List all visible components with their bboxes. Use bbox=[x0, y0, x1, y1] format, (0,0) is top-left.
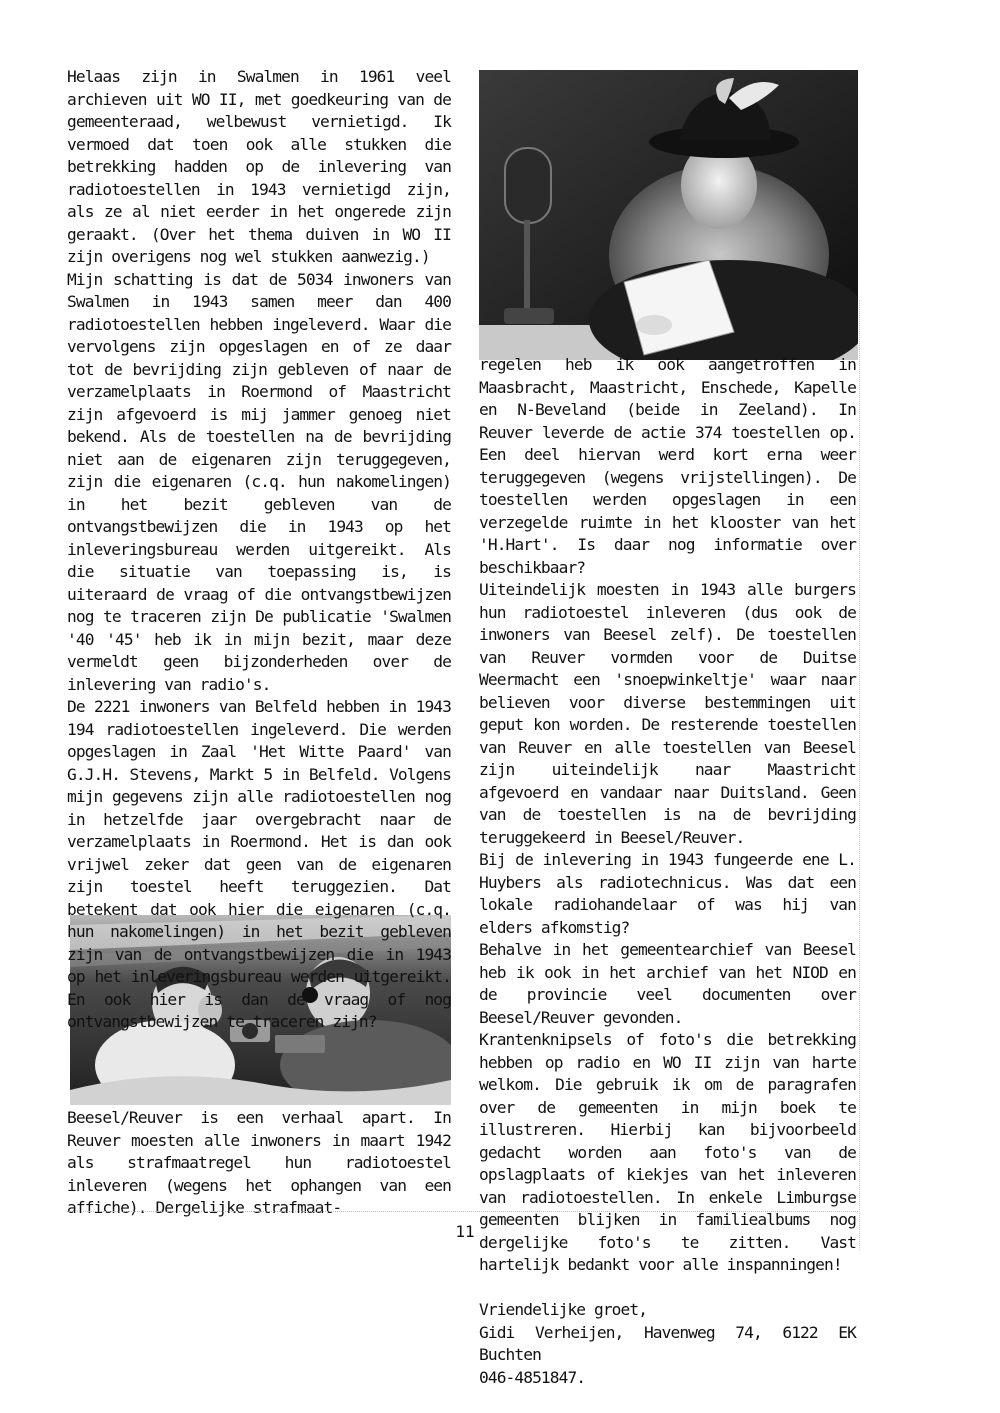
signoff-greeting: Vriendelijke groet, bbox=[479, 1300, 648, 1319]
signoff-author: Gidi Verheijen, Havenweg 74, 6122 EK Buchten bbox=[479, 1322, 856, 1364]
paragraph: Behalve in het gemeentearchief van Beesel heb ik ook in het archief van het NIOD en de provincie veel documenten over Beesel/Reuver gevonden. bbox=[479, 940, 856, 1027]
left-column-top bbox=[67, 66, 451, 1034]
paragraph: Bij de inlevering in 1943 fungeerde ene L. Huybers als radiotechnicus. Was dat een lokale radiohandelaar of was hij van elders afkomstig? bbox=[479, 850, 856, 937]
paragraph: Uiteindelijk moesten in 1943 alle burgers hun radiotoestel inleveren (dus ook de inwoners van Beesel zelf). De toestellen van Reuver vormden voor de Duitse Weermacht een 'snoepwinkeltje' waar naar believen voor diverse bestemmingen uit geput kon worden. De resterende toestellen van Reuver en alle toestellen van Beesel zijn uiteindelijk naar Maastricht afgevoerd en vandaar naar Duitsland. Geen van de toestellen is na de bevrijding teruggekeerd in Beesel/Reuver. bbox=[479, 580, 856, 847]
page-number: 11 bbox=[455, 1222, 475, 1241]
paragraph: regelen heb ik ook aangetroffen in Maasbracht, Maastricht, Enschede, Kapelle en N-Beveland (beide in Zeeland). In Reuver leverde de actie 374 toestellen op. Een deel hiervan werd kort erna weer teruggegeven (wegens vrijstellingen). De toestellen werden opgeslagen in een verzegelde ruimte in het klooster van het 'H.Hart'. Is daar nog informatie over beschikbaar? bbox=[479, 355, 856, 577]
paragraph: Beesel/Reuver is een verhaal apart. In Reuver moesten alle inwoners in maart 1942 als strafmaatregel hun radiotoestel inleveren (wegens het ophangen van een affiche). Dergelijke strafmaat- bbox=[67, 1108, 451, 1217]
paragraph: De 2221 inwoners van Belfeld hebben in 1943 194 radiotoestellen ingeleverd. Die werden opgeslagen in Zaal 'Het Witte Paard' van G.J.H. Stevens, Markt 5 in Belfeld. Volgens mijn gegevens zijn alle radiotoestellen nog in hetzelfde jaar overgebracht naar de verzamelplaats in Roermond. Het is dan ook vrijwel zeker dat geen van de eigenaren zijn toestel heeft teruggezien. Dat betekent dat ook hier die eigenaren (c.q. hun nakomelingen) in het bezit gebleven zijn van de ontvangstbewijzen die in 1943 op het inleveringsbureau werden uitgereikt. En ook hier is dan de vraag of nog ontvangstbewijzen te traceren zijn? bbox=[67, 697, 451, 1031]
left-column-bottom bbox=[67, 1107, 451, 1220]
paragraph: Krantenknipsels of foto's die betrekking hebben op radio en WO II zijn van harte welkom. Die gebruik ik om de paragrafen over de gemeenten in mijn boek te illustreren. Hierbij kan bijvoorbeeld gedacht worden aan foto's van de opslagplaats of kiekjes van het inleveren van radiotoestellen. In enkele Limburgse gemeenten blijken in familiealbums nog dergelijke foto's te zitten. Vast hartelijk bedankt voor alle inspanningen! bbox=[479, 1030, 856, 1274]
footer-divider bbox=[67, 1211, 860, 1212]
photo-woman-at-microphone-image bbox=[479, 70, 858, 360]
right-column bbox=[479, 354, 856, 1389]
photo-woman-at-microphone bbox=[479, 70, 858, 360]
signoff-phone: 046-4851847. bbox=[479, 1367, 586, 1387]
right-margin-guide bbox=[859, 300, 860, 1250]
paragraph: Mijn schatting is dat de 5034 inwoners van Swalmen in 1943 samen meer dan 400 radiotoestellen hebben ingeleverd. Waar die vervolgens zijn opgeslagen en of ze daar tot de bevrijding zijn gebleven of naar de verzamelplaats in Roermond of Maastricht zijn afgevoerd is mij jammer genoeg niet bekend. Als de toestellen na de bevrijding niet aan de eigenaren zijn teruggegeven, zijn die eigenaren (c.q. hun nakomelingen) in het bezit gebleven van de ontvangstbewijzen die in 1943 op het inleveringsbureau werden uitgereikt. Als die situatie van toepassing is, is uiteraard de vraag of die ontvangstbewijzen nog te traceren zijn De publicatie 'Swalmen '40 '45' heb ik in mijn bezit, maar deze vermeldt geen bijzonderheden over de inlevering van radio's. bbox=[67, 269, 451, 694]
paragraph: Helaas zijn in Swalmen in 1961 veel archieven uit WO II, met goedkeuring van de gemeenteraad, welbewust vernietigd. Ik vermoed dat toen ook alle stukken die betrekking hadden op de inlevering van radiotoestellen in 1943 vernietigd zijn, als ze al niet eerder in het ongerede zijn geraakt. (Over het thema duiven in WO II zijn overigens nog wel stukken aanwezig.) bbox=[67, 67, 451, 266]
